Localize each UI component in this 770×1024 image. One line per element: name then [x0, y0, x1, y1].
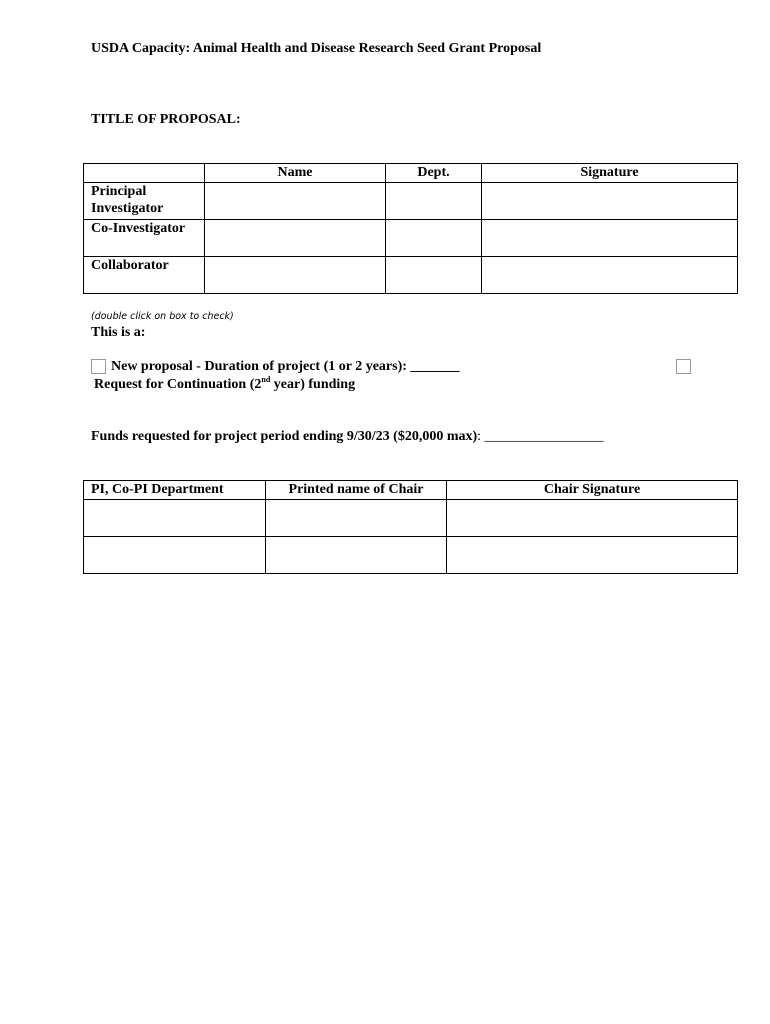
department-cell[interactable] [84, 537, 266, 574]
investigators-header-row [84, 164, 738, 183]
header-department: PI, Co-PI Department [84, 481, 266, 500]
header-chair-signature: Chair Signature [447, 481, 738, 500]
header-dept: Dept. [386, 164, 482, 183]
header-name: Name [205, 164, 386, 183]
chair-name-cell[interactable] [266, 537, 447, 574]
role-collaborator: Collaborator [84, 257, 205, 294]
chair-signature-cell[interactable] [447, 500, 738, 537]
checkbox-hint: (double click on box to check) [91, 311, 234, 322]
role-line: Investigator [91, 201, 164, 216]
department-cell[interactable] [84, 500, 266, 537]
pi-signature-cell[interactable] [482, 183, 738, 220]
coi-signature-cell[interactable] [482, 220, 738, 257]
document-title: USDA Capacity: Animal Health and Disease Research Seed Grant Proposal [91, 41, 542, 56]
role-principal-investigator [84, 183, 205, 220]
table-row [84, 500, 738, 537]
header-blank [84, 164, 205, 183]
funds-requested [91, 429, 604, 445]
funds-blank[interactable]: : _________________ [477, 429, 604, 444]
chair-table [83, 480, 738, 574]
proposal-title-label: TITLE OF PROPOSAL: [91, 112, 241, 127]
pi-dept-cell[interactable] [386, 183, 482, 220]
continuation-option [94, 377, 355, 393]
collab-dept-cell[interactable] [386, 257, 482, 294]
chair-header-row [84, 481, 738, 500]
chair-signature-cell[interactable] [447, 537, 738, 574]
chair-name-cell[interactable] [266, 500, 447, 537]
header-chair-name: Printed name of Chair [266, 481, 447, 500]
table-row [84, 257, 738, 294]
new-proposal-option: New proposal - Duration of project (1 or 2 years): _______ [111, 359, 460, 374]
coi-dept-cell[interactable] [386, 220, 482, 257]
collab-name-cell[interactable] [205, 257, 386, 294]
collab-signature-cell[interactable] [482, 257, 738, 294]
investigators-table [83, 163, 738, 294]
continuation-text: Request for Continuation (2 [94, 377, 262, 392]
pi-name-cell[interactable] [205, 183, 386, 220]
table-row [84, 220, 738, 257]
header-signature: Signature [482, 164, 738, 183]
coi-name-cell[interactable] [205, 220, 386, 257]
continuation-checkbox[interactable] [676, 359, 691, 374]
table-row [84, 537, 738, 574]
continuation-text-end: year) funding [270, 377, 356, 392]
role-line: Principal [91, 184, 147, 199]
role-co-investigator: Co-Investigator [84, 220, 205, 257]
new-proposal-checkbox[interactable] [91, 359, 106, 374]
proposal-type-label: This is a: [91, 325, 146, 340]
table-row [84, 183, 738, 220]
ordinal-suffix: nd [261, 375, 271, 384]
funds-label: Funds requested for project period ending 9/30/23 ($20,000 max) [91, 429, 478, 444]
